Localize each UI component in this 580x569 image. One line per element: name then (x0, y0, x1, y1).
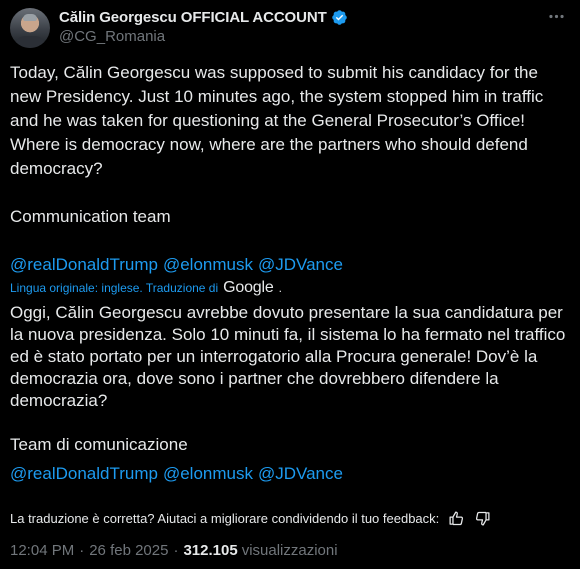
mention-link[interactable]: @elonmusk (162, 464, 253, 483)
mention-link[interactable]: @JDVance (257, 464, 343, 483)
verified-badge-icon[interactable] (331, 9, 348, 26)
tweet-header (0, 0, 580, 52)
views-label: visualizzazioni (241, 542, 338, 559)
mention-link[interactable]: @elonmusk (162, 255, 253, 274)
views-count: 312.105 (183, 542, 238, 559)
more-icon[interactable] (544, 4, 568, 28)
mention-link[interactable]: @realDonaldTrump (10, 255, 158, 274)
author-handle[interactable]: @CG_Romania (59, 28, 166, 45)
mention-link[interactable]: @realDonaldTrump (10, 464, 158, 483)
meta-separator: · (79, 542, 85, 559)
translated-text (10, 302, 578, 456)
tweet-meta (10, 542, 338, 559)
google-logo: Google (223, 279, 274, 296)
translated-paragraph-1: Oggi, Călin Georgescu avrebbe dovuto presentare la sua candidatura per la nuova presidenza. Solo 10 minuti fa, il sistema lo ha fermato nel traffico ed è stato portato per un interrogatorio alla Procura generale! Dov’è la democrazia ora, dove sono i partner che dovrebbero difendere la democrazia? (10, 303, 566, 410)
translation-note (10, 278, 282, 298)
tweet-paragraph-1: Today, Călin Georgescu was supposed to submit his candidacy for the new Presidency. Just 10 minutes ago, the system stopped him in traffic and he was taken for questioning at the General Prosecutor’s Office! Where is democracy now, where are the partners who should defend democracy? (10, 63, 548, 178)
author-display-name[interactable]: Călin Georgescu OFFICIAL ACCOUNT (59, 8, 327, 26)
translated-paragraph-2: Team di comunicazione (10, 435, 188, 454)
tweet-paragraph-2: Communication team (10, 207, 171, 226)
avatar[interactable] (10, 8, 50, 48)
mention-link[interactable]: @JDVance (257, 255, 343, 274)
translation-note-text[interactable]: Lingua originale: inglese. Traduzione di (10, 281, 219, 295)
feedback-prompt: La traduzione è corretta? Aiutaci a migliorare condividendo il tuo feedback: (10, 510, 440, 526)
avatar-hair (23, 14, 37, 21)
meta-separator: · (173, 542, 179, 559)
tweet-date[interactable]: 26 feb 2025 (89, 542, 169, 559)
translated-mentions (10, 462, 348, 486)
translation-feedback (10, 507, 491, 529)
thumbs-up-icon[interactable] (447, 509, 465, 527)
tweet-text (10, 61, 570, 229)
tweet-time[interactable]: 12:04 PM (10, 542, 75, 559)
author-name-row (59, 7, 348, 27)
avatar-suit (15, 36, 45, 48)
tweet-mentions (10, 253, 348, 277)
thumbs-down-icon[interactable] (473, 509, 491, 527)
translation-note-dot: . (278, 281, 282, 295)
